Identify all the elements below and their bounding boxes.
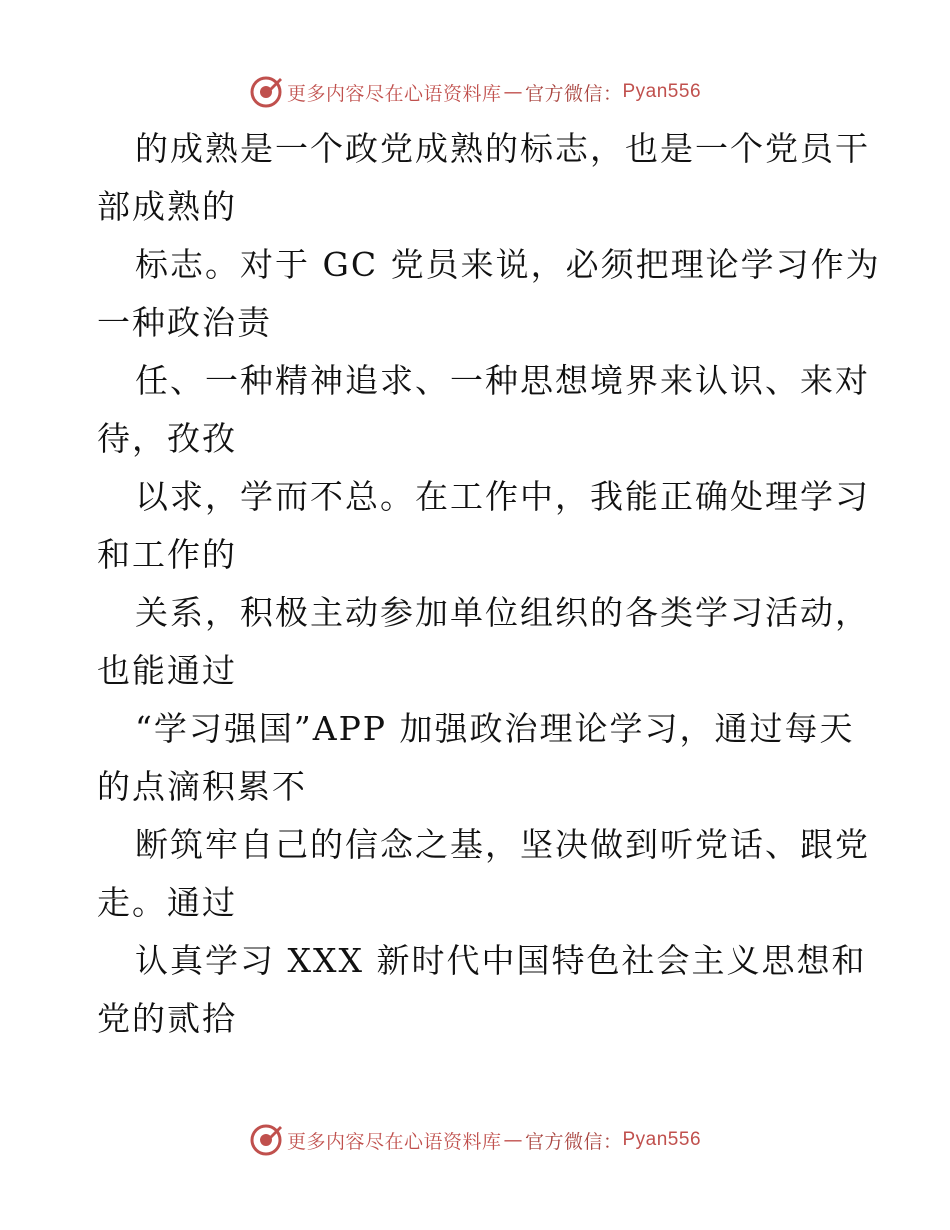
text-line xyxy=(97,584,870,642)
document-body xyxy=(97,120,881,1048)
text-line xyxy=(97,700,857,758)
line-8: 和工作的 xyxy=(97,535,237,574)
line-11: “学习强国”APP 加强政治理论学习，通过每天 xyxy=(135,709,855,748)
text-line xyxy=(97,642,857,700)
line-16: 党的贰拾 xyxy=(97,999,237,1038)
text-line xyxy=(97,932,867,990)
line-5: 任、一种精神追求、一种思想境界来认识、来对 xyxy=(135,361,870,400)
watermark-wechat-label: 官方微信： xyxy=(524,82,623,105)
text-line xyxy=(97,526,857,584)
line-2: 部成熟的 xyxy=(97,187,237,226)
watermark-separator: — xyxy=(503,1129,523,1151)
text-line xyxy=(97,990,857,1048)
line-15: 认真学习 XXX 新时代中国特色社会主义思想和 xyxy=(135,941,867,980)
text-line xyxy=(97,410,857,468)
footer-watermark xyxy=(0,1120,950,1160)
text-line xyxy=(97,816,870,874)
text-line xyxy=(97,352,870,410)
watermark-wechat-id: Pyan556 xyxy=(622,81,702,102)
text-line xyxy=(97,294,857,352)
line-10: 也能通过 xyxy=(97,651,237,690)
pen-logo-icon xyxy=(249,75,283,109)
pen-logo-icon xyxy=(249,1123,283,1157)
line-12: 的点滴积累不 xyxy=(97,767,307,806)
line-14: 走。通过 xyxy=(97,883,237,922)
line-1: 的成熟是一个政党成熟的标志，也是一个党员干 xyxy=(135,129,870,168)
text-line xyxy=(97,120,870,178)
watermark-text: 更多内容尽在心语资料库 xyxy=(286,82,502,105)
line-9: 关系，积极主动参加单位组织的各类学习活动， xyxy=(135,593,870,632)
watermark-text: 更多内容尽在心语资料库 xyxy=(286,1130,502,1153)
watermark-separator: — xyxy=(503,81,523,103)
line-13: 断筑牢自己的信念之基，坚决做到听党话、跟党 xyxy=(135,825,870,864)
watermark-wechat-id: Pyan556 xyxy=(622,1129,702,1150)
line-3: 标志。对于 GC 党员来说，必须把理论学习作为 xyxy=(135,245,881,284)
line-7: 以求，学而不总。在工作中，我能正确处理学习 xyxy=(135,477,870,516)
text-line xyxy=(97,236,881,294)
text-line xyxy=(97,758,857,816)
text-line xyxy=(97,874,857,932)
text-line xyxy=(97,178,857,236)
header-watermark xyxy=(0,72,950,112)
line-6: 待，孜孜 xyxy=(97,419,237,458)
watermark-wechat-label: 官方微信： xyxy=(524,1130,623,1153)
line-4: 一种政治责 xyxy=(97,303,272,342)
text-line xyxy=(97,468,870,526)
